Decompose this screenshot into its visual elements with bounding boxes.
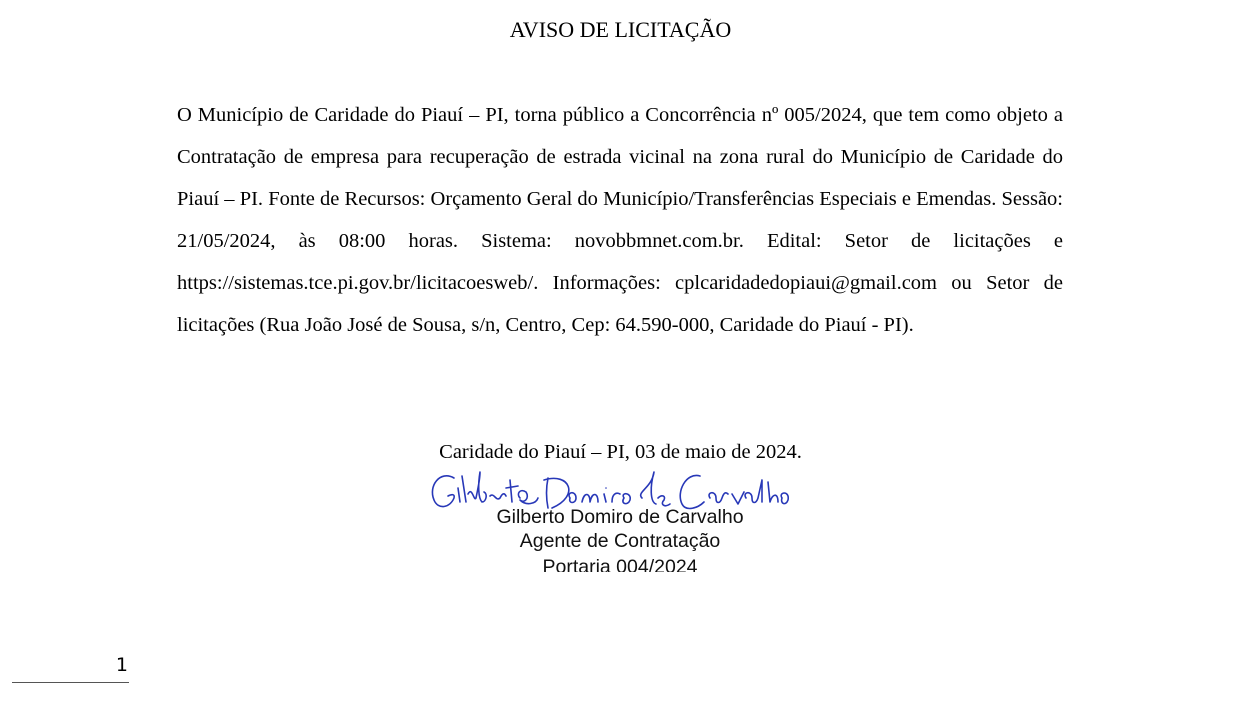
signatory-portaria: Portaria 004/2024: [542, 556, 698, 572]
page-number: 1: [115, 654, 128, 676]
document-title: AVISO DE LICITAÇÃO: [509, 17, 732, 42]
footer-divider: [12, 682, 129, 683]
place-date: Caridade do Piauí – PI, 03 de maio de 2024.: [439, 441, 802, 463]
signature-stamp: [420, 458, 820, 572]
signatory-role: Agente de Contratação: [519, 530, 721, 552]
notice-body: O Município de Caridade do Piauí – PI, torna público a Concorrência nº 005/2024, que tem como objeto a Contratação de empresa para recuperação de estrada vicinal na zona rural do Município de Caridade do Piauí – PI. Fonte de Recursos: Orçamento Geral do Município/Transferências Especiais e Emendas. Sessão: 21/05/2024, às 08:00 horas. Sistema: novobbmnet.com.br. Edital: Setor de licitações e https://sistemas.tce.pi.gov.br/licitacoesweb/. Informações: cplcaridadedopiaui@gmail.com ou Setor de licitações (Rua João José de Sousa, s/n, Centro, Cep: 64.590-000, Caridade do Piauí - PI).: [177, 104, 1063, 336]
signatory-name: Gilberto Domiro de Carvalho: [496, 506, 744, 528]
